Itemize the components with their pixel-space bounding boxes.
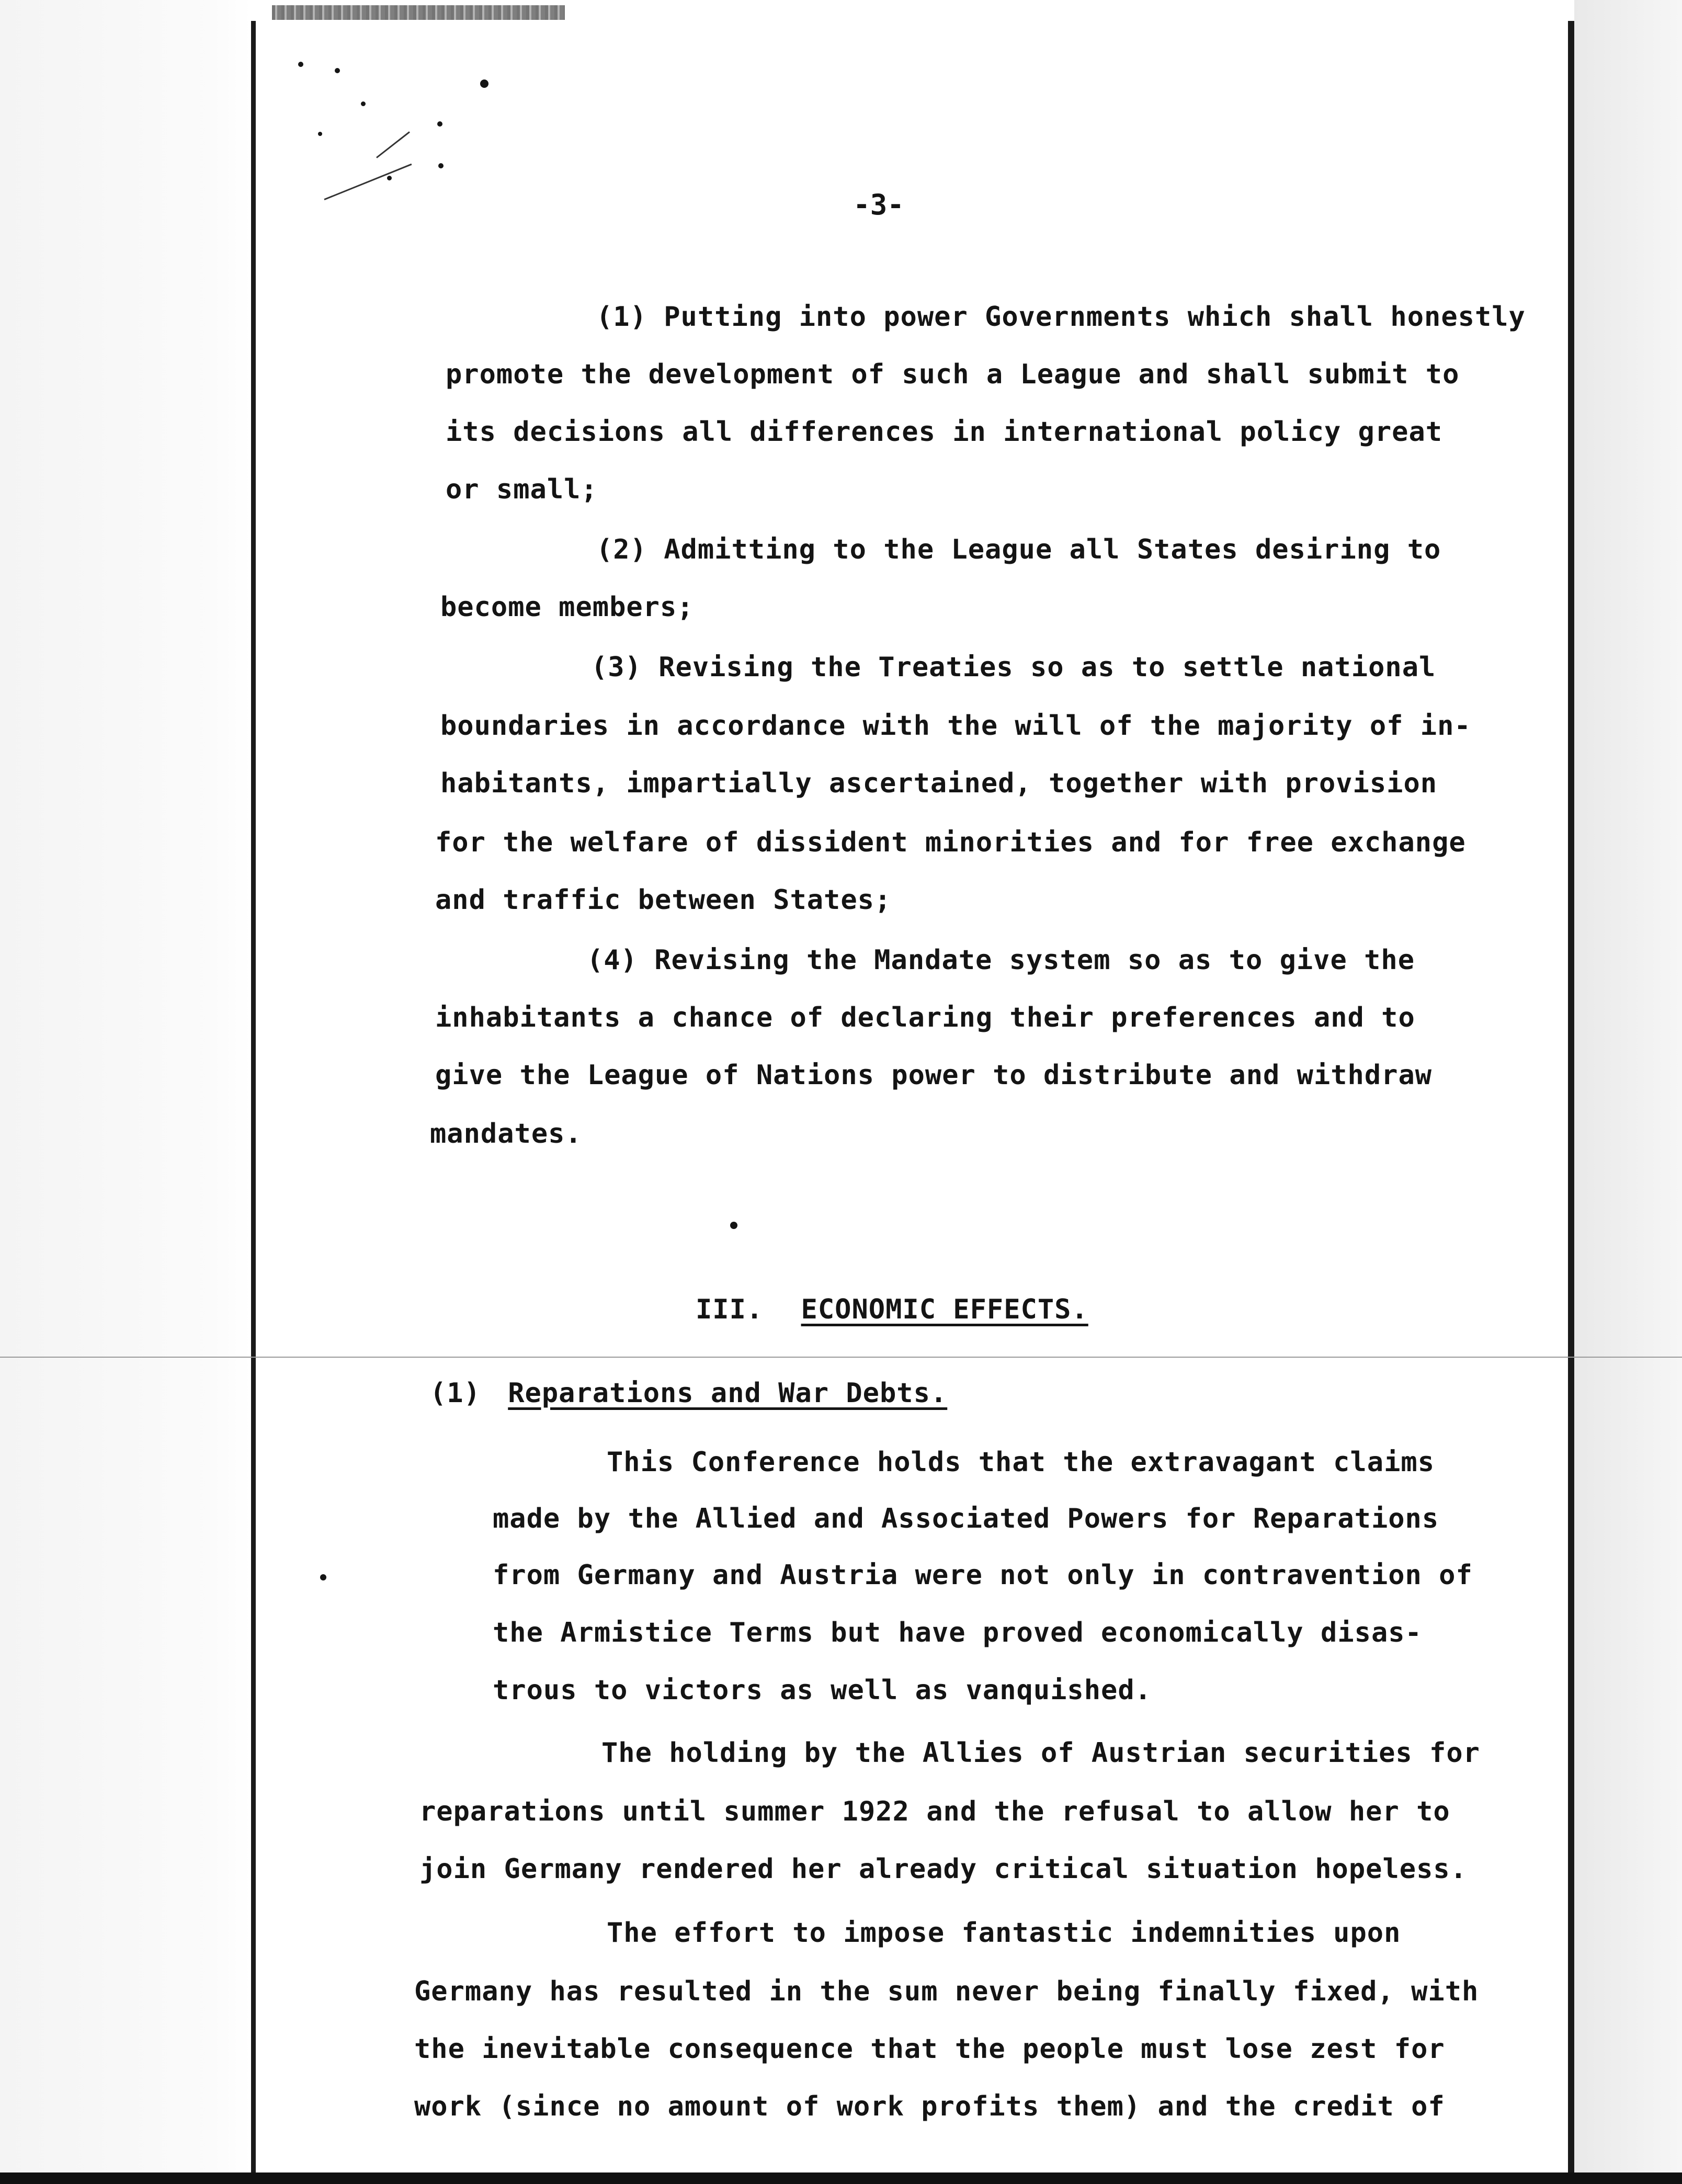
text-line: habitants, impartially ascertained, together with provision xyxy=(440,768,1438,799)
ink-speck xyxy=(387,176,392,180)
text-line: (4) Revising the Mandate system so as to give the xyxy=(587,945,1415,976)
scan-margin-left xyxy=(0,0,251,2184)
ink-speck xyxy=(361,101,366,106)
text-line: reparations until summer 1922 and the refusal to allow her to xyxy=(419,1796,1450,1827)
text-line: Germany has resulted in the sum never being finally fixed, with xyxy=(414,1976,1479,2007)
text-line: and traffic between States; xyxy=(435,884,892,916)
subsection-number: (1) xyxy=(430,1378,481,1409)
subsection-title: Reparations and War Debts. xyxy=(508,1378,948,1409)
text-line: give the League of Nations power to distribute and withdraw xyxy=(435,1060,1433,1091)
ink-speck xyxy=(730,1222,737,1229)
text-line: boundaries in accordance with the will of the majority of in- xyxy=(440,710,1471,742)
text-line: from Germany and Austria were not only in contravention of xyxy=(493,1560,1473,1591)
text-line: The effort to impose fantastic indemnities upon xyxy=(607,1917,1401,1949)
section-heading xyxy=(696,1296,1088,1323)
text-line: the inevitable consequence that the people must lose zest for xyxy=(414,2033,1445,2065)
scan-smudge xyxy=(272,5,565,20)
section-title: ECONOMIC EFFECTS. xyxy=(801,1294,1088,1325)
text-line: or small; xyxy=(446,474,598,505)
text-line: join Germany rendered her already critical situation hopeless. xyxy=(419,1853,1468,1885)
ink-speck xyxy=(437,121,442,127)
fold-line xyxy=(0,1357,1682,1358)
scan-margin-right xyxy=(1574,0,1682,2184)
ink-speck xyxy=(318,132,322,136)
ink-speck xyxy=(320,1574,326,1580)
text-line: The holding by the Allies of Austrian securities for xyxy=(601,1737,1480,1769)
text-line: become members; xyxy=(440,592,694,623)
text-line: (3) Revising the Treaties so as to settle national xyxy=(591,652,1436,683)
section-number: III. xyxy=(696,1294,764,1325)
ink-speck xyxy=(438,163,444,168)
page-number: -3- xyxy=(853,188,904,221)
text-line: promote the development of such a League and shall submit to xyxy=(446,359,1460,390)
text-line: made by the Allied and Associated Powers for Reparations xyxy=(493,1503,1439,1534)
text-line: (2) Admitting to the League all States desiring to xyxy=(596,534,1441,565)
ink-speck xyxy=(298,62,303,67)
ink-speck xyxy=(480,79,488,88)
text-line: (1) Putting into power Governments which shall honestly xyxy=(596,301,1526,333)
ink-speck xyxy=(335,68,340,73)
text-line: trous to victors as well as vanquished. xyxy=(493,1675,1152,1706)
text-line: its decisions all differences in international policy great xyxy=(446,416,1443,448)
text-line: for the welfare of dissident minorities and for free exchange xyxy=(435,827,1466,858)
subsection-heading xyxy=(430,1380,947,1407)
text-line: This Conference holds that the extravagant claims xyxy=(607,1447,1435,1478)
scan-bottom-edge xyxy=(0,2172,1682,2184)
text-line: mandates. xyxy=(430,1118,582,1150)
text-line: work (since no amount of work profits them) and the credit of xyxy=(414,2091,1445,2122)
text-line: inhabitants a chance of declaring their preferences and to xyxy=(435,1002,1415,1033)
text-line: the Armistice Terms but have proved economically disas- xyxy=(493,1617,1422,1648)
